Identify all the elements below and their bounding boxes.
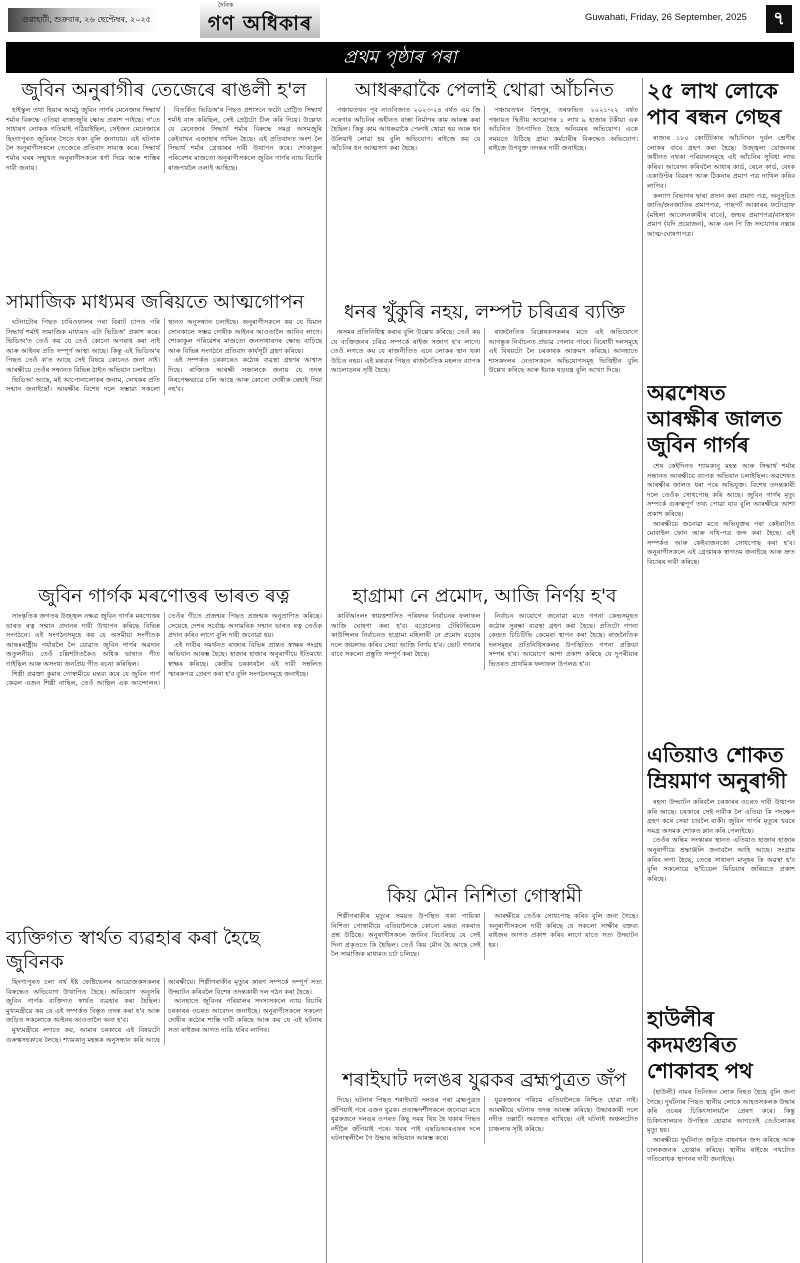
header-date-local: গুৱাহাটী, শুক্ৰবাৰ, ২৬ ছেপ্টেম্বৰ, ২০২৫ xyxy=(8,8,158,32)
article-headline: সামাজিক মাধ্যমৰ জৰিয়তে আত্মগোপন xyxy=(6,291,304,313)
article-paragraph: ছিংগাপুৰত চলা নৰ্থ ইষ্ট ফেষ্টিভেলৰ আয়োজকসকলৰ বিৰুদ্ধেও অভিযোগ উত্থাপিত হৈছে। অভিযোগ অনুসৰি জুবিন গাৰ্গক ব্যক্তিগত স্বাৰ্থত ব্যৱহাৰ কৰা হৈছিল। মুখ্যমন্ত্ৰীয়ে কয় যে এই সম্পৰ্কত বিস্তৃত তদন্ত কৰা হ'ব আৰু জড়িত সকলোকে আইনৰ আওতালৈ অনা হ'ব। xyxy=(6,978,160,1025)
article-headline: অৱশেষত আৰক্ষীৰ জালত জুবিন গাৰ্গৰ xyxy=(647,381,782,457)
article-paragraph: কাৰ্বিআংলং স্বায়ত্তশাসিত পৰিষদৰ নিৰ্বাচনৰ ফলাফল আজি ঘোষণা কৰা হ'ব। বড়োলেণ্ড টেৰিটৰিয়েল কাউন্সিলৰ নিৰ্বাচনত হাগ্ৰামা মহিলাৰী নে প্ৰমোদ বড়োৰ দলে জয়লাভ কৰিব সেয়া আজি নিৰ্ণয় হ'ব। ভোট গণনাৰ বাবে সকলো প্ৰস্তুতি সম্পূৰ্ণ কৰা হৈছে। xyxy=(331,612,481,659)
article-police-net xyxy=(647,380,795,740)
article-paragraph: (হাউলী) নামৰ তিনিজন লোক নিহত হৈছে বুলি জনা গৈছে। দুৰ্ঘটনাৰ পিছত স্থানীয় লোকে আহতসকলক উদ্ধাৰ কৰি ওচৰৰ চিকিৎসালয়লৈ প্ৰেৰণ কৰে। কিন্তু চিকিৎসালয়ত উপস্থিত হোৱাৰ আগতেই তেওঁলোকৰ মৃত্যু হয়। xyxy=(647,1088,795,1135)
article-personal-interest xyxy=(6,926,322,1263)
article-headline: এতিয়াও শোকত ম্ৰিয়মাণ অনুৰাগী xyxy=(647,743,787,793)
article-body xyxy=(331,612,638,670)
article-headline: ২৫ লাখ লোকে পাব ৰন্ধন গেছৰ xyxy=(647,79,782,129)
article-paragraph: সাংস্কৃতিক জগতৰ উজ্জ্বল নক্ষত্ৰ জুবিন গাৰ্গক মৰণোত্তৰ ভাৰত ৰত্ন সন্মান প্ৰদানৰ দাবী উত্থাপন কৰিছে বিভিন্ন সংগঠনে। এই সংগঠনসমূহে কয় যে অসমীয়া সংগীতক আন্তঃৰাষ্ট্ৰীয় পৰ্যায়লৈ লৈ যোৱাত জুবিন গাৰ্গৰ অৱদান অতুলনীয়। তেওঁ চল্লিশটাতকৈও অধিক ভাষাত গীত গাইছিল আৰু অসংখ্য জনপ্ৰিয় গীত ৰচনা কৰিছিল। xyxy=(6,612,160,668)
article-bharat-ratna xyxy=(6,584,322,922)
article-cooking-gas xyxy=(647,78,795,378)
logo-text: গণ অধিকাৰ xyxy=(207,11,313,35)
article-paragraph: দিছে। ঘটনাৰ পিছত শৰাইঘাট দলঙৰ পৰা ব্ৰহ্মপুত্ৰত জঁপিয়াই পৰে এজন যুৱক। প্ৰত্যক্ষদৰ্শীসকলে জনোৱা মতে যুৱকজনে দলঙৰ ওপৰত কিছু সময় থিয় হৈ থকাৰ পিছত নদীলৈ জঁপিয়াই পৰে। খবৰ পাই এছডিআৰএফৰ দলে ঘটনাস্থলীলৈ গৈ উদ্ধাৰ অভিযান আৰম্ভ কৰে। xyxy=(331,1096,481,1143)
article-unfinished-scheme xyxy=(331,78,638,298)
article-body xyxy=(6,318,322,395)
article-paragraph: আৰক্ষীয়ে দুৰ্ঘটনাত জড়িত বাহনখন জব্দ কৰিছে আৰু চালকজনক গ্ৰেপ্তাৰ কৰিছে। স্থানীয় ৰাইজে পথটোত গতিৰোধক স্থাপনৰ দাবী জনাইছে। xyxy=(647,1135,795,1164)
article-headline: জুবিন অনুৰাগীৰ তেজেৰে ৰাঙলী হ'ল xyxy=(21,79,307,101)
article-paragraph: আনহাতে জুবিনৰ পৰিয়ালৰ সদস্যসকলে ন্যায় বিচাৰি চৰকাৰৰ ওচৰত আবেদন জনাইছে। অনুৰাগীসকলে সকলো দোষীৰ কঠোৰ শাস্তি দাবী কৰিছে আৰু কয় যে এই ঘটনাৰ সত্য ৰাইজৰ আগত দাঙি ধৰিব লাগিব। xyxy=(168,997,322,1034)
column-divider xyxy=(642,78,643,1263)
article-paragraph: হাইস্কুল তথা হিয়াৰ আমঠু জুবিন গাৰ্গৰ মেনেজাৰ সিদ্ধাৰ্থ শৰ্মাৰ বিৰুদ্ধে এতিয়া ৰাজ্যজুৰি ক্ষোভ প্ৰকাশ পাইছে। গ'তে সাধাৰণ লোকক গতিয়াই পঠিয়াইছিল, সেইজন মেনেজাৰে ছিংগাপুৰত জুবিনৰ সৈতে থকা বুলি জনাযায়। এই ঘটনাক লৈ অনুৰাগীসকলে তেজেৰে প্ৰতিবাদ সাব্যস্ত কৰে। সিদ্ধাৰ্থ শৰ্মাৰ ঘৰৰ সন্মুখত অনুৰাগীসকলে ধৰ্ণা দিয়ে আৰু শাস্তিৰ দাবী জনায়। xyxy=(6,106,160,172)
article-headline: হাগ্ৰামা নে প্ৰমোদ, আজি নিৰ্ণয় হ'ব xyxy=(352,585,617,607)
article-paragraph: ঘটনাটোৰ পিছত চাৰিওফালৰ পৰা বিৰাট চাপত পৰি সিদ্ধাৰ্থ শৰ্মাই সামাজিক মাধ্যমত এটা ভিডিঅ' প্ৰকাশ কৰে। ভিডিঅ'ত তেওঁ কয় যে তেওঁ কোনো অপৰাধ কৰা নাই আৰু আইনৰ প্ৰতি সম্পূৰ্ণ আস্থা আছে। কিন্তু এই ভিডিঅ'ৰ পিছত তেওঁ ক'ত আছে সেই বিষয়ে কোনেও জনা নাই। আৰক্ষীয়ে তেওঁৰ সন্ধানত বিভিন্ন ঠাইত অভিযান চলাইছে। xyxy=(6,318,160,374)
article-saraighat-bridge xyxy=(331,1068,638,1263)
article-paragraph: আৰক্ষীয়ে তেওঁক সোধপোছ কৰিব বুলি জনা গৈছে। অনুৰাগীসকলে দাবী কৰিছে যে সকলো সাক্ষীৰ বক্তব্য ৰাইজৰ আগত প্ৰকাশ কৰিব লাগে যাতে সত্য উদ্ঘাটন হয়। xyxy=(488,912,638,949)
article-hauli-accident xyxy=(647,1006,795,1263)
article-paragraph: মুখ্যমন্ত্ৰীয়ে লগতে কয়, আমাৰ চৰকাৰে এই বিষয়টো গুৰুত্বসহকাৰে লৈছে। শ্যামকানু মহন্তক অনুসন্ধান কৰি আছে আৰক্ষীয়ে। শিল্পীগৰাকীৰ মৃত্যুৰ কাৰণ সম্পৰ্কে সম্পূৰ্ণ সত্য উদ্ঘাটন কৰিবলৈ বিশেষ তদন্তকাৰী দল গঠন কৰা হৈছে। xyxy=(6,978,322,1044)
article-paragraph: ৰাজ্যৰ ১৮০ কোটিটকাৰ আঁচনিখন দুৰ্বল শ্ৰেণীৰ লোকৰ বাবে গ্ৰহণ কৰা হৈছে। উজ্জ্বলা যোজনাৰ অধীনত নথকা পৰিয়ালসমূহে এই আঁচনিৰ সুবিধা লাভ কৰিব। আবেদন কৰিবলৈ আধাৰ কাৰ্ড, ৰেচন কাৰ্ড, বেংক একাউণ্টৰ বিৱৰণ আৰু ঠিকনাৰ প্ৰমাণ পত্ৰ দাখিল কৰিব লাগিব। xyxy=(647,134,795,190)
header-date-english: Guwahati, Friday, 26 September, 2025 xyxy=(585,12,747,23)
article-paragraph: কল্যাণ বিভাগৰ দ্বাৰা প্ৰদান কৰা প্ৰমাণ পত্ৰ, অনুসূচিত জাতি/জনজাতিৰ প্ৰমাণপত্ৰ, পাছপৰ্ট আকাৰৰ ফটোগ্ৰাফ (মহিলা আবেদনকাৰীৰ বাবে), জন্মৰ প্ৰমাণপত্ৰ/বাসস্থান প্ৰমাণ (যদি প্ৰয়োজন), আৰু এল পি জি সংযোগৰ নক্সাৰ আত্ম-ঘোষণাপত্ৰ। xyxy=(647,191,795,238)
article-paragraph: তেওঁৰ অন্তিম সংস্কাৰৰ স্থানত এতিয়াও হাজাৰ হাজাৰ অনুৰাগীয়ে শ্ৰদ্ধাঞ্জলি জনাবলৈ আহি আছে। সংগ্ৰাম কৰিব লগা হৈছে, তেন্তে সাধাৰণ মানুহৰ কি অৱস্থা হ'ব বুলি সকলোৱে ছ'চিয়েল মিডিয়াৰ জৰিয়তে প্ৰকাশ কৰিছে। xyxy=(647,836,795,883)
logo-small-text: দৈনিক xyxy=(218,2,234,9)
article-paragraph: আৰক্ষীয়ে জনোৱা মতে অভিযুক্তৰ পৰা কেইবাটাও মোবাইল ফোন আৰু নথি-পত্ৰ জব্দ কৰা হৈছে। এই সম্পৰ্কত আৰু কেইবাজনকো সোধপোছ কৰা হ'ব। অনুৰাগীসকলে এই গ্ৰেপ্তাৰক স্বাগতম জনাইছে আৰু দ্ৰুত বিচাৰৰ দাবী কৰিছে। xyxy=(647,519,795,566)
article-paragraph: নিৰ্বাচন আয়োগে জনোৱা মতে গণনা কেন্দ্ৰসমূহত কঠোৰ সুৰক্ষা ব্যৱস্থা গ্ৰহণ কৰা হৈছে। প্ৰতিটো গণনা কেন্দ্ৰত চিচিটিভি কেমেৰা স্থাপন কৰা হৈছে। ৰাজনৈতিক দলসমূহৰ প্ৰতিনিধিসকলৰ উপস্থিতিত গণনা প্ৰক্ৰিয়া সম্পন্ন হ'ব। আয়োগে আশা প্ৰকাশ কৰিছে যে দুপৰীয়াৰ ভিতৰত প্ৰাথমিক ফলাফল উপলব্ধ হ'ব। xyxy=(488,612,638,668)
article-body xyxy=(647,462,795,568)
article-paragraph: এই দাবীৰ সমৰ্থনত ৰাজ্যৰ বিভিন্ন প্ৰান্তত স্বাক্ষৰ সংগ্ৰহ অভিযান আৰম্ভ হৈছে। হাজাৰ হাজাৰ অনুৰাগীয়ে ইতিমধ্যে স্বাক্ষৰ কৰিছে। কেন্দ্ৰীয় চৰকাৰলৈ এই দাবী সম্বলিত স্মাৰকপত্ৰ প্ৰেৰণ কৰা হ'ব বুলি সংগঠনসমূহে জনাইছে। xyxy=(168,640,322,678)
article-headline: শৰাইঘাট দলঙৰ যুৱকৰ ব্ৰহ্মপুত্ৰত জঁপ xyxy=(342,1069,627,1091)
article-paragraph: শিল্পীগৰাকীৰ মৃত্যুৰ সময়ত উপস্থিত থকা গায়িকা নিশিতা গোস্বামীয়ে এতিয়ালৈকে কোনো মন্তব্য নকৰাত প্ৰশ্ন উঠিছে। অনুৰাগীসকলে জানিব বিচাৰিছে যে সেই দিনা প্ৰকৃততে কি হৈছিল। তেওঁ কিয় মৌন হৈ আছে সেই লৈ সামাজিক মাধ্যমত চৰ্চা চলিছে। xyxy=(331,912,481,959)
article-headline: ব্যক্তিগত স্বাৰ্থত ব্যৱহাৰ কৰা হৈছে জুবিনক xyxy=(6,927,261,973)
article-body xyxy=(331,106,638,154)
article-paragraph: ৰাজনৈতিক বিশ্লেষকসকলৰ মতে এই অভিযোগে আগন্তুক নিৰ্বাচনত প্ৰভাৱ পেলাব পাৰে। বিৰোধী দলসমূহে এই বিষয়টো লৈ চৰকাৰক আক্ৰমণ কৰিছে। আনহাতে শাসকদলৰ নেতাসকলে অভিযোগসমূহ ভিত্তিহীন বুলি উল্লেখ কৰিছে আৰু ইয়াক ষড়যন্ত্ৰ বুলি আখ্যা দিছে। xyxy=(488,328,638,375)
article-body xyxy=(331,1096,638,1144)
article-paragraph: শেষ কেইদিনত শ্যামকানু মহন্ত আৰু সিদ্ধাৰ্থ শৰ্মাৰ সন্ধানত আৰক্ষীয়ে ব্যাপক অভিযান চলাইছিল। অৱশেষত আৰক্ষীৰ জালত ধৰা পৰে অভিযুক্ত। বিশেষ তদন্তকাৰী দলে তেওঁক সোধপোছ কৰি আছে। জুবিন গাৰ্গৰ মৃত্যু সম্পৰ্কে গুৰুত্বপূৰ্ণ তথ্য পোৱা যাব বুলি আৰক্ষীয়ে আশা প্ৰকাশ কৰিছে। xyxy=(647,462,795,518)
article-body xyxy=(647,134,795,240)
page-number: ৭ xyxy=(766,5,792,33)
article-social-media xyxy=(6,290,322,580)
article-fans-mourning xyxy=(647,742,795,1004)
article-headline: হাউলীৰ কদমগুৰিত শোকাবহ পথ xyxy=(647,1007,753,1083)
article-headline: কিয় মৌন নিশিতা গোস্বামী xyxy=(386,885,583,907)
article-paragraph: পঞ্চায়তখন বিহুপুৰ, তৰফভিত ২০২১-২২ বৰ্ষত পঞ্চায়ত দ্বিতীয় আয়োগৰ ১ লাখ ৯ হাজাৰ টকীয়া এক আঁচনিত উৎপাদিত হৈছে অনিয়মৰ অভিযোগ। একে সময়তে উঠিছে গ্ৰাম্য কৰ্মচাৰীৰ বিৰুদ্ধেও অভিযোগ। ৰাইজে উপযুক্ত তদন্তৰ দাবী জনাইছে। xyxy=(488,106,638,153)
article-body xyxy=(6,978,322,1045)
article-paragraph: ৰহস্য উদ্ঘাটন কৰিবলৈ চৰকাৰৰ ওচৰত দাবী উত্থাপন কৰি আছে। চৰকাৰে সেই দাবীক লৈ এতিয়া কি পদক্ষেপ গ্ৰহণ কৰে সেয়া চাবলৈ বাকী। জুবিন গাৰ্গৰ মৃত্যুৰ খবৰে সমগ্ৰ অসমক শোকত ম্লান কৰি পেলাইছে। xyxy=(647,798,795,835)
article-paragraph: শিল্পী প্ৰৱক্তা কুমাৰ গোস্বামীয়ে মন্তব্য কৰে যে জুবিন গাৰ্গ কেৱল এজন শিল্পী নাছিল, তেওঁ আছিল এক আন্দোলন। তেওঁৰ গীতে প্ৰজন্মৰ পিছত প্ৰজন্মক অনুপ্ৰাণিত কৰিছে। সেয়েহে দেশৰ সৰ্বোচ্চ অসামৰিক সন্মান ভাৰত ৰত্ন তেওঁক প্ৰদান কৰিব লাগে বুলি দাবী জনোৱা হয়। xyxy=(6,612,322,688)
newspaper-logo xyxy=(200,2,320,38)
article-body xyxy=(331,912,638,960)
article-jubin-fans xyxy=(6,78,322,286)
article-nishita-goswami xyxy=(331,884,638,1064)
article-paragraph: পঞ্চায়তখন পূব নাওবিজাত ২০২৩-২৪ বৰ্ষত এম জি নৰেগাৰ আঁচনিৰ অধীনত ৰাস্তা নিৰ্মাণৰ কাম আৰম্ভ কৰা হৈছিল। কিন্তু কাম আধৰুৱাকৈ পেলাই থোৱা হয় আৰু ধন উলিয়াই লোৱা হয় বুলি অভিযোগ। ৰাইজে কয় যে আঁচনিৰ ধন আত্মসাৎ কৰা হৈছে। xyxy=(331,106,481,153)
article-paragraph: ভিডিঅ' আছে, মই আপোনালোকৰ জনাম, লেখকৰ প্ৰতি সন্মান জনাইছোঁ। আৰক্ষীৰ বিশেষ দলে সম্ভাৱ্য সকলো স্থানত অনুসন্ধান চলাইছে। অনুৰাগীসকলে কয় যে যিমান সোনকালে সম্ভৱ দোষীক আইনৰ আওতালৈ আনিব লাগে। শোকাকুল পৰিৱেশৰ মাজতো জনসাধাৰণৰ ক্ষোভ বাঢ়িছে আৰু বিভিন্ন সংগঠনে প্ৰতিবাদ কাৰ্যসূচী গ্ৰহণ কৰিছে। xyxy=(6,318,322,394)
article-body xyxy=(6,612,322,689)
article-body xyxy=(331,328,638,376)
article-paragraph: এই সম্পৰ্কত চৰকাৰেও কঠোৰ ব্যৱস্থা গ্ৰহণৰ আশ্বাস দিছে। ৰাজ্যিক আৰক্ষী সঞ্চালকে জনায় যে তদন্ত নিৰপেক্ষভাৱে চলি আছে আৰু কোনো দোষীক ৰেহাই দিয়া নহ'ব। xyxy=(168,356,322,394)
article-hagrama-pramod xyxy=(331,584,638,880)
article-paragraph: যুৱকজনৰ পৰিচয় এতিয়ালৈকে নিশ্চিত হোৱা নাই। আৰক্ষীয়ে ঘটনাৰ তদন্ত আৰম্ভ কৰিছে। উদ্ধাৰকাৰী দলে নদীত তল্লাচী অব্যাহত ৰাখিছে। এই ঘটনাই অঞ্চলটোত চাঞ্চল্যৰ সৃষ্টি কৰিছে। xyxy=(488,1096,638,1133)
article-headline: ধনৰ খুঁকুৰি নহয়, লম্পট চৰিত্ৰৰ ব্যক্তি xyxy=(344,301,625,323)
article-body xyxy=(6,106,322,173)
article-body xyxy=(647,1088,795,1165)
section-banner: প্ৰথম পৃষ্ঠাৰ পৰা xyxy=(6,42,794,73)
column-divider xyxy=(326,78,327,1263)
article-headline: জুবিন গাৰ্গক মৰণোত্তৰ ভাৰত ৰত্ন xyxy=(38,585,290,607)
article-headline: আধৰুৱাকৈ পেলাই থোৱা আঁচনিত xyxy=(355,79,614,101)
article-paragraph: বিতৰ্কিত ভিডিঅ'ৰ পিছত প্ৰশাসনে ফটো প্ৰেট্টিত সিদ্ধাৰ্থ শৰ্মাই বাস কৰিছিল, সেই প্ৰেট্টটো চীল কৰি দিয়ে। উল্লেখ্য যে মেনেজাৰ সিদ্ধাৰ্থ শৰ্মাৰ বিৰুদ্ধে সমগ্ৰ অসমজুৰি কেইবাখন এজাহাৰ দাখিল হৈছে। এই প্ৰতিবাদত অংশ লৈ সিদ্ধাৰ্থ শৰ্মাৰ গ্ৰেপ্তাৰৰ দাবী উত্থাপন কৰে। শোকাকুল পৰিবেশৰ মাজতো অনুৰাগীসকলে জুবিন গাৰ্গৰ ন্যায় বিচাৰি ৰাজপথলৈ ওলাই আহিছে। xyxy=(168,106,322,172)
article-character xyxy=(331,300,638,580)
article-paragraph: অসমৰ প্ৰতিনিধিত্ব কৰাৰ বুলি উল্লেখ কৰিছে। তেওঁ কয় যে ব্যক্তিজনৰ চৰিত্ৰ সম্পৰ্কে ৰাইজ সজাগ হ'ব লাগে। তেওঁ লগতে কয় যে ৰাজনীতিত এনে লোকৰ স্থান থকা উচিত নহয়। এই মন্তব্যৰ পিছত ৰাজনৈতিক মহলত ব্যাপক আলোড়নৰ সৃষ্টি হৈছে। xyxy=(331,328,481,375)
article-body xyxy=(647,798,795,884)
